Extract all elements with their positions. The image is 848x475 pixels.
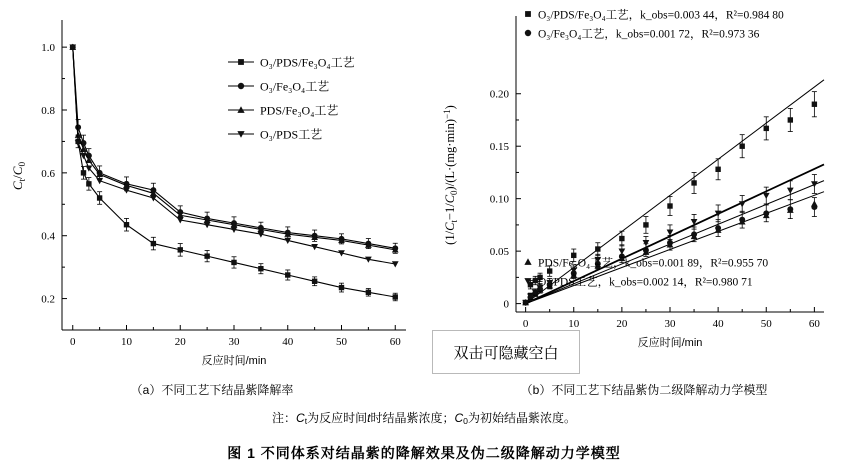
fit-line-b-0 [526,80,824,304]
series-a-3 [69,44,398,267]
data-point [392,261,399,267]
x-tick-label-b: 0 [522,318,529,330]
y-tick-label-a: 0.8 [41,105,55,117]
y-tick-label-a: 0.6 [41,167,55,180]
hide-blank-button[interactable] [432,330,580,374]
legend-b-bottom [524,257,768,289]
x-tick-label-a: 20 [174,336,186,348]
x-tick-label-b: 60 [808,318,820,330]
x-tick-label-b: 50 [760,318,772,330]
data-point [619,236,624,241]
y-tick-label-b: 0 [503,298,509,311]
figure-title: 图 1 不同体系对结晶紫的降解效果及伪二级降解动力学模型 [227,445,621,461]
x-axis-title-b: 反应时间/min [637,337,703,349]
y-tick-label-a: 0.4 [41,230,55,243]
data-point [619,248,626,254]
data-point [788,117,793,122]
x-tick-label-a: 0 [70,336,76,348]
data-point [667,203,672,208]
x-tick-label-a: 50 [336,336,347,348]
x-tick-label-b: 20 [616,318,628,330]
x-tick-label-a: 10 [121,336,132,348]
data-point [285,272,290,277]
legend-marker [525,30,531,36]
x-axis-title-a: 反应时间/min [201,355,267,367]
data-point [393,294,398,299]
x-tick-label-a: 40 [282,336,294,348]
x-tick-label-b: 40 [712,318,724,330]
y-tick-label-b: 0.05 [489,246,509,259]
caption-a: （a）不同工艺下结晶紫降解率 [130,383,294,397]
data-point [643,240,650,246]
y-tick-label-a: 1.0 [41,42,55,55]
y-tick-label-b: 0.20 [489,88,509,101]
data-point [81,170,86,175]
data-point [715,167,720,172]
data-point [787,188,794,194]
data-point [811,181,818,187]
legend-label-b: PDS/Fe₃O₄工艺，k_obs=0.001 89，R²=0.955 70 [538,257,769,270]
legend-label-a: O₃/PDS工艺 [260,127,323,142]
data-point [86,181,91,186]
data-point [366,290,371,295]
data-point [204,253,209,258]
chart-a-svg [0,0,424,400]
data-point [763,193,770,199]
data-point [151,241,156,246]
legend-marker [524,258,531,265]
figure-note: 注：$C_t$为反应时间t时结晶紫浓度；$C_0$为初始结晶紫浓度。 [272,411,576,427]
data-point [124,222,129,227]
legend-marker [238,59,244,65]
data-point [231,260,236,265]
data-point [339,285,344,290]
y-tick-label-b: 0.10 [489,193,509,206]
legend-marker [238,83,244,89]
data-point [178,247,183,252]
data-point [643,222,648,227]
legend-a [228,55,355,142]
legend-label-a: O₃/PDS/Fe₃O₄工艺 [260,55,355,70]
chart-panel-a [0,0,424,400]
series-b-0 [523,92,817,306]
data-point [715,211,722,217]
caption-b: （b）不同工艺下结晶紫伪二级降解动力学模型 [520,383,768,397]
data-point [739,144,744,149]
legend-label-b: O₃/Fe₃O₄工艺，k_obs=0.001 72，R²=0.973 36 [538,28,760,41]
x-tick-label-b: 30 [664,318,676,330]
legend-label-b: O₃/PDS/Fe₃O₄工艺，k_obs=0.003 44，R²=0.984 80 [538,9,784,22]
y-axis-title-b: (1/Ct−1/C0)/(L·(mg·min)−1) [442,105,459,245]
legend-label-b: O₃/PDS工艺，k_obs=0.002 14，R²=0.980 71 [538,276,753,289]
data-point [595,246,600,251]
y-tick-label-a: 0.2 [41,293,55,306]
series-a-2 [69,44,398,253]
legend-marker [525,11,531,17]
data-point [811,200,818,206]
y-axis-title-a: Ct/C0 [10,161,28,191]
legend-label-a: PDS/Fe₃O₄工艺 [260,103,339,118]
y-tick-label-b: 0.15 [489,141,509,154]
series-b-2 [522,200,818,305]
data-point [258,266,263,271]
hide-blank-label: 双击可隐藏空白 [453,344,559,362]
data-point [812,102,817,107]
x-tick-label-a: 30 [228,336,240,348]
series-a-0 [70,44,398,300]
legend-label-a: O₃/Fe₃O₄工艺 [260,79,330,94]
data-point [764,126,769,131]
data-point [691,180,696,185]
legend-b-top [525,9,784,41]
x-tick-label-a: 60 [389,336,401,348]
x-tick-label-b: 10 [568,318,580,330]
data-point [312,279,317,284]
data-point [97,195,102,200]
